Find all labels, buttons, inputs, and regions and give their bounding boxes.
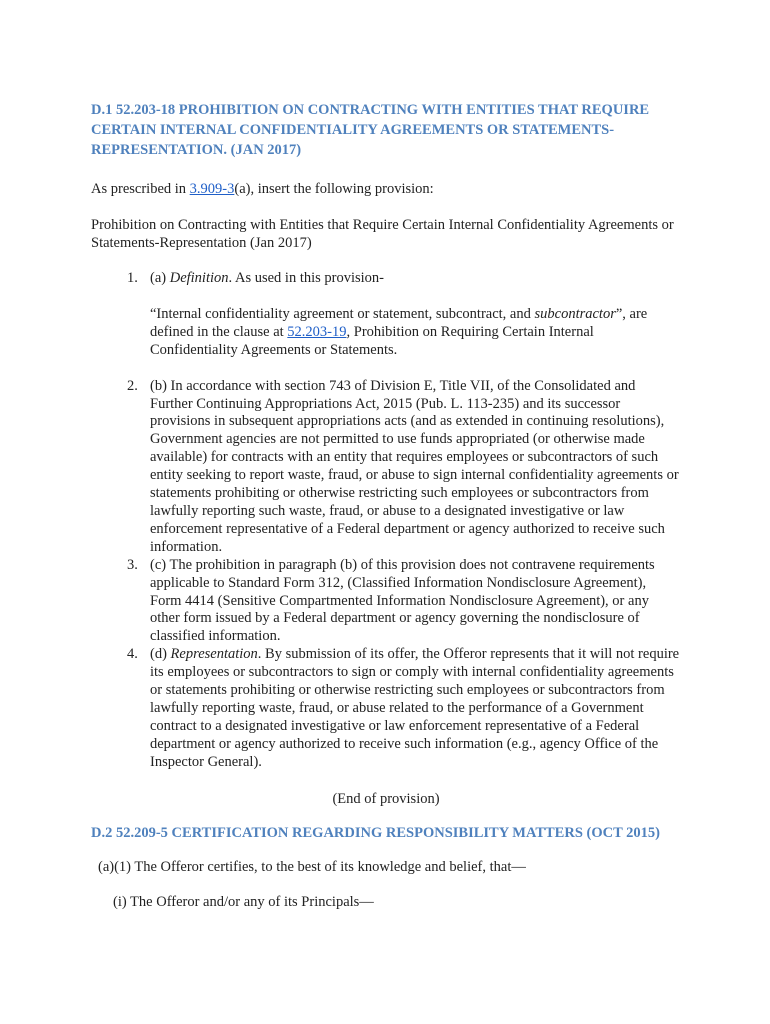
clause-52-203-19-link[interactable]: 52.203-19	[287, 323, 347, 340]
item-lead: (a)	[150, 270, 170, 286]
item-number: 1.	[127, 270, 138, 286]
item-text: . By submission of its offer, the Offeror represents that it will not require its employees or subcontractors to sign or comply with internal confidentiality agreements or statements prohibiting or otherwise restricting such employees or subcontractors from lawfully reporting waste, fraud, or abuse related to the performance of a Government contract to a designated investigative or law enforcement representative of a Federal department or agency authorized to receive such information (e.g., agency Office of the Inspector General).	[150, 646, 680, 770]
definition-detail	[150, 306, 681, 360]
end-of-provision: (End of provision)	[332, 790, 440, 807]
item-text: . As used in this provision-	[228, 270, 385, 286]
provision-title: Prohibition on Contracting with Entities that Require Certain Internal Confidentiality Agreements or Statements-Representation (Jan 2017)	[91, 217, 674, 251]
d1-heading: D.1 52.203-18 PROHIBITION ON CONTRACTING WITH ENTITIES THAT REQUIRE CERTAIN INTERNAL CONFIDENTIALITY AGREEMENTS OR STATEMENTS-REPRESENTATION. (JAN 2017)	[91, 102, 650, 158]
list-item	[91, 646, 681, 771]
prescribed-prefix: As prescribed in	[91, 181, 190, 197]
definition-prefix: “Internal confidentiality agreement or statement, subcontract, and	[150, 305, 535, 322]
item-text: (b) In accordance with section 743 of Division E, Title VII, of the Consolidated and Further Continuing Appropriations Act, 2015 (Pub. L. 113-235) and its successor provisions in subsequent appropriations acts (and as extended in continuing resolutions), Government agencies are not permitted to use funds appropriated (or otherwise made available) for contracts with an entity that requires employees or subcontractors of such entity seeking to report waste, fraud, or abuse to sign internal confidentiality agreements or statements prohibiting or otherwise restricting such employees or subcontractors from lawfully reporting such waste, fraud, or abuse to a designated investigative or law enforcement representative of a Federal department or agency authorized to receive such information.	[150, 377, 679, 555]
list-item	[91, 270, 681, 360]
definition-mid: ”, are defined in the clause at	[150, 305, 648, 340]
list-item	[91, 557, 681, 647]
section-3909-3-link[interactable]: 3.909-3	[189, 181, 235, 197]
definition-paragraph	[150, 270, 681, 288]
item-lead: (d)	[150, 646, 171, 663]
item-number: 2.	[127, 377, 138, 394]
item-lead-italic: Definition	[169, 270, 229, 286]
prescribed-suffix: (a), insert the following provision:	[234, 181, 434, 197]
item-number: 4.	[127, 646, 138, 663]
item-lead-italic: Representation	[170, 646, 258, 663]
definition-suffix: , Prohibition on Requiring Certain Internal Confidentiality Agreements or Statements.	[150, 323, 594, 358]
document-page	[91, 100, 681, 911]
definition-italic: subcontractor	[534, 305, 616, 322]
list-item	[91, 378, 681, 557]
prescribed-paragraph	[91, 180, 681, 198]
provision-list	[91, 270, 681, 772]
d2-heading: D.2 52.209-5 CERTIFICATION REGARDING RESPONSIBILITY MATTERS (OCT 2015)	[91, 824, 660, 841]
certification-a1: (a)(1) The Offeror certifies, to the best of its knowledge and belief, that—	[98, 858, 526, 875]
item-number: 3.	[127, 556, 138, 573]
item-text: (c) The prohibition in paragraph (b) of this provision does not contravene requirements applicable to Standard Form 312, (Classified Information Nondisclosure Agreement), Form 4414 (Sensitive Compartmented Information Nondisclosure Agreement), or any other form issued by a Federal department or agency governing the nondisclosure of classified information.	[150, 556, 655, 645]
certification-i: (i) The Offeror and/or any of its Principals—	[113, 893, 374, 910]
